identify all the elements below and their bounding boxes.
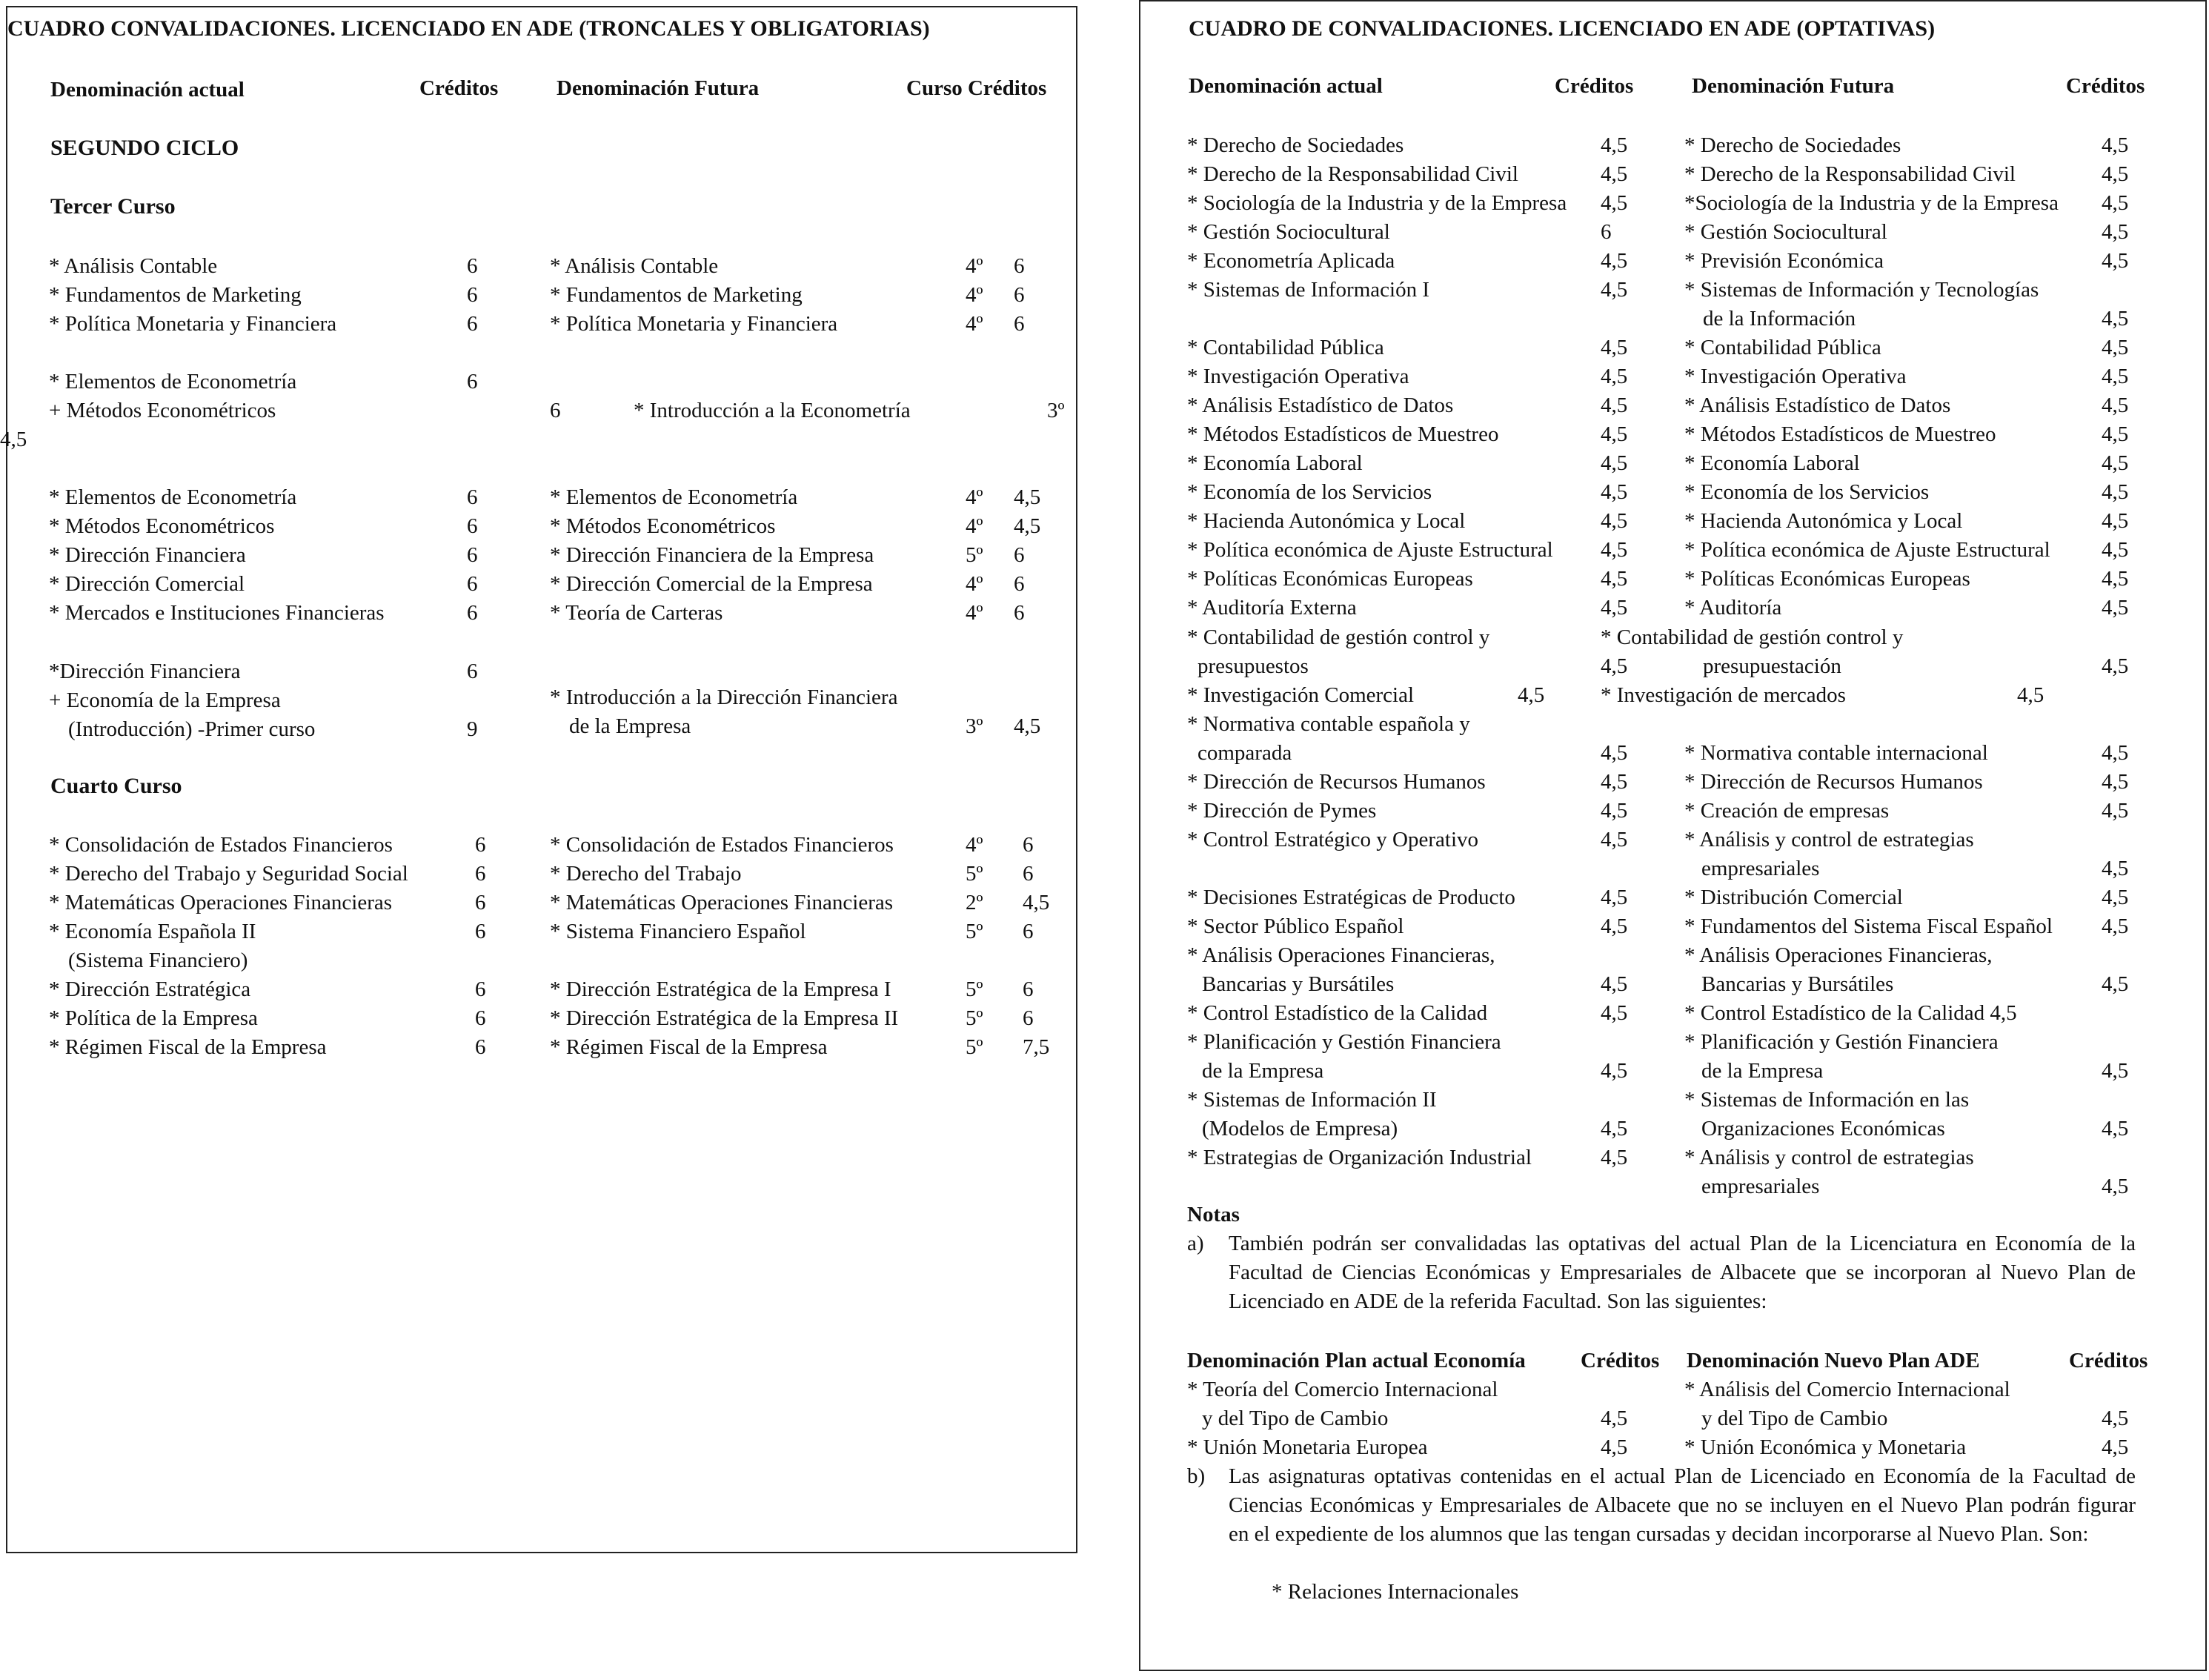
right-row-fcred: 4,5: [2102, 770, 2129, 794]
right-row-actual: * Gestión Sociocultural: [1187, 220, 1390, 244]
right-row-cred: 4,5: [1601, 538, 1628, 562]
left-header-curso-creditos: Curso Créditos: [906, 76, 1047, 100]
right-row-futura: * Economía de los Servicios: [1684, 480, 1930, 504]
left-row-actual: * Política Monetaria y Financiera: [49, 312, 337, 336]
right-row-actual: * Control Estratégico y Operativo: [1187, 828, 1479, 851]
left-row-actual: * Régimen Fiscal de la Empresa: [49, 1035, 327, 1059]
left-row-futura: * Régimen Fiscal de la Empresa: [550, 1035, 828, 1059]
right-row-futura: * Hacienda Autonómica y Local: [1684, 509, 1963, 533]
left-row-curso: 4º: [966, 485, 983, 509]
left-row-curso: 5º: [966, 1006, 983, 1030]
right-row-cred: 4,5: [1601, 336, 1628, 359]
left-row-futura: * Dirección Comercial de la Empresa: [550, 572, 873, 596]
left-header-creditos: Créditos: [419, 76, 499, 100]
right-row-fcred: 4,5: [2102, 1175, 2129, 1198]
right-row-actual: * Economía Laboral: [1187, 451, 1363, 475]
fin-group-cred-1: 6: [467, 660, 478, 683]
right-row-cred: 4,5: [1601, 914, 1628, 938]
left-row-curso: 5º: [966, 920, 983, 943]
right-row-futura: * Auditoría: [1684, 596, 1782, 620]
right-row-futura: empresariales: [1701, 1175, 1820, 1198]
right-row-actual: Bancarias y Bursátiles: [1202, 972, 1395, 996]
right-row-futura: * Previsión Económica: [1684, 249, 1884, 273]
left-row-cred: 6: [475, 833, 486, 857]
right-row-fcred: 4,5: [2102, 914, 2129, 938]
left-row-curso: 5º: [966, 862, 983, 886]
right-row-actual: de la Empresa: [1202, 1059, 1324, 1083]
right-row-fcred: 4,5: [2102, 596, 2129, 620]
normativa-cred-2: 4,5: [1601, 741, 1628, 765]
right-row-actual: * Estrategias de Organización Industrial: [1187, 1146, 1532, 1169]
fin-group-actual-1: *Dirección Financiera: [49, 660, 241, 683]
normativa-actual-1: * Normativa contable española y: [1187, 712, 1470, 736]
left-row-actual: * Dirección Comercial: [49, 572, 245, 596]
right-row-futura: * Políticas Económicas Europeas: [1684, 567, 1970, 591]
note-b-text: Las asignaturas optativas contenidas en el actual Plan de Licenciado en Economía de la Facultad de Ciencias Económicas y Empresariales de Albacete que no se incluyen en el Nuevo Plan podrán figurar en el expediente de los alumnos que las tengan cursadas y decidan incorporarse al Nuevo Plan. Son:: [1229, 1464, 2136, 1546]
right-row-actual: * Decisiones Estratégicas de Producto: [1187, 886, 1515, 909]
table2-header-creditos: Créditos: [1581, 1349, 1660, 1372]
right-row-actual: * Métodos Estadísticos de Muestreo: [1187, 422, 1499, 446]
right-row-cred: 4,5: [1601, 480, 1628, 504]
right-row-futura: * Planificación y Gestión Financiera: [1684, 1030, 1999, 1054]
right-row-futura: * Contabilidad Pública: [1684, 336, 1881, 359]
left-row-futura: * Política Monetaria y Financiera: [550, 312, 838, 336]
right-row-cred: 4,5: [1601, 567, 1628, 591]
left-row-fcred: 6: [1023, 862, 1034, 886]
left-row-futura: * Consolidación de Estados Financieros: [550, 833, 894, 857]
table2-row-cred: 4,5: [1601, 1407, 1628, 1430]
left-title: CUADRO CONVALIDACIONES. LICENCIADO EN ADE (TRONCALES Y OBLIGATORIAS): [7, 16, 930, 41]
left-row-fcred: 6: [1014, 312, 1025, 336]
right-row-futura: * Dirección de Recursos Humanos: [1684, 770, 1983, 794]
right-row-fcred: 4,5: [2102, 799, 2129, 823]
table2-header-ncreditos: Créditos: [2069, 1349, 2148, 1372]
invest-cred: 4,5: [1518, 683, 1545, 707]
right-row-fcred: 4,5: [2102, 886, 2129, 909]
right-row-fcred: 4,5: [2102, 567, 2129, 591]
left-row-cred: 6: [475, 862, 486, 886]
left-row-curso: 4º: [966, 601, 983, 625]
right-row-actual: * Análisis Operaciones Financieras,: [1187, 943, 1495, 967]
left-row-fcred: 6: [1014, 283, 1025, 307]
contab-cred-2: 4,5: [1601, 654, 1628, 678]
table2-row-cred: 4,5: [1601, 1435, 1628, 1459]
left-row-futura: * Análisis Contable: [550, 254, 719, 278]
right-row-cred: 4,5: [1601, 249, 1628, 273]
right-row-fcred: 4,5: [2102, 972, 2129, 996]
right-row-futura: * Política económica de Ajuste Estructural: [1684, 538, 2050, 562]
left-row-futura: * Métodos Econométricos: [550, 514, 776, 538]
right-row-actual: * Derecho de Sociedades: [1187, 133, 1404, 157]
left-row-cred: 6: [467, 485, 478, 509]
left-row-cred: 6: [475, 920, 486, 943]
contab-futura-1: * Contabilidad de gestión control y: [1601, 625, 1904, 649]
right-row-cred: 4,5: [1601, 799, 1628, 823]
fin-group-actual-3: (Introducción) -Primer curso: [68, 717, 316, 741]
left-row-actual: * Consolidación de Estados Financieros: [49, 833, 393, 857]
right-row-cred: 4,5: [1601, 1059, 1628, 1083]
right-row-fcred: 4,5: [2102, 191, 2129, 215]
left-row-fcred: 4,5: [1014, 514, 1041, 538]
right-row-cred: 4,5: [1601, 509, 1628, 533]
left-row-actual: * Mercados e Instituciones Financieras: [49, 601, 385, 625]
left-row-futura: * Dirección Estratégica de la Empresa II: [550, 1006, 899, 1030]
right-row-fcred: 4,5: [2102, 1117, 2129, 1141]
econ-group-curso: 3º: [1047, 399, 1065, 422]
right-row-cred: 4,5: [1601, 422, 1628, 446]
left-row-fcred: 6: [1023, 977, 1034, 1001]
right-row-futura: * Economía Laboral: [1684, 451, 1860, 475]
right-row-actual: * Economía de los Servicios: [1187, 480, 1432, 504]
right-row-actual: * Control Estadístico de la Calidad: [1187, 1001, 1488, 1025]
right-row-cred: 4,5: [1601, 886, 1628, 909]
right-row-futura: Bancarias y Bursátiles: [1701, 972, 1894, 996]
econ-group-actual-2: + Métodos Econométricos: [49, 399, 276, 422]
left-row-cred: 6: [475, 891, 486, 914]
fin-group-futura-2: de la Empresa: [569, 714, 691, 738]
right-row-actual: * Políticas Económicas Europeas: [1187, 567, 1473, 591]
right-row-cred: 4,5: [1601, 972, 1628, 996]
left-row-fcred: 6: [1014, 543, 1025, 567]
right-title: CUADRO DE CONVALIDACIONES. LICENCIADO EN ADE (OPTATIVAS): [1189, 16, 1936, 41]
right-row-futura: * Análisis Operaciones Financieras,: [1684, 943, 1993, 967]
left-row-actual: * Matemáticas Operaciones Financieras: [49, 891, 393, 914]
right-row-cred: 4,5: [1601, 1001, 1628, 1025]
right-row-futura: * Fundamentos del Sistema Fiscal Español: [1684, 914, 2053, 938]
table2-row-nuevo: * Análisis del Comercio Internacional: [1684, 1378, 2010, 1401]
section-tercer-curso: Tercer Curso: [50, 194, 176, 219]
left-row-fcred: 6: [1014, 601, 1025, 625]
right-header-futura: Denominación Futura: [1692, 74, 1895, 98]
contab-actual-1: * Contabilidad de gestión control y: [1187, 625, 1490, 649]
left-row-futura: * Teoría de Carteras: [550, 601, 723, 625]
left-row-cred: 6: [467, 514, 478, 538]
right-row-futura: * Gestión Sociocultural: [1684, 220, 1887, 244]
right-row-futura: * Investigación Operativa: [1684, 365, 1907, 388]
left-row-actual: * Política de la Empresa: [49, 1006, 258, 1030]
table2-row-actual: * Unión Monetaria Europea: [1187, 1435, 1428, 1459]
left-row-curso: 2º: [966, 891, 983, 914]
right-row-cred: 4,5: [1601, 278, 1628, 302]
right-row-cred: 4,5: [1601, 451, 1628, 475]
contab-futura-2: presupuestación: [1703, 654, 1841, 678]
fin-group-cred-3: 9: [467, 717, 478, 741]
fin-group-curso: 3º: [966, 714, 983, 738]
right-row-futura: de la Empresa: [1701, 1059, 1824, 1083]
right-row-futura: * Control Estadístico de la Calidad 4,5: [1684, 1001, 2017, 1025]
right-row-futura: * Métodos Estadísticos de Muestreo: [1684, 422, 1996, 446]
right-row-actual: * Derecho de la Responsabilidad Civil: [1187, 162, 1518, 186]
left-header-futura: Denominación Futura: [557, 76, 760, 100]
left-row-fcred: 6: [1014, 572, 1025, 596]
right-row-fcred: 4,5: [2102, 307, 2129, 331]
left-row-fcred: 7,5: [1023, 1035, 1050, 1059]
note-a-text: También podrán ser convalidadas las optativas del actual Plan de la Licenciatura en Economía de la Facultad de Ciencias Económicas y Empresariales de Albacete que se incorporan al Nuevo Plan de Licenciado en ADE de la referida Facultad. Son las siguientes:: [1229, 1232, 2136, 1313]
left-row-futura: * Elementos de Econometría: [550, 485, 798, 509]
right-row-fcred: 4,5: [2102, 480, 2129, 504]
left-row-fcred: 6: [1023, 833, 1034, 857]
right-row-futura: * Distribución Comercial: [1684, 886, 1903, 909]
left-row-cred: 6: [467, 312, 478, 336]
right-row-actual: * Política económica de Ajuste Estructural: [1187, 538, 1553, 562]
fin-group-actual-2: + Economía de la Empresa: [49, 688, 281, 712]
normativa-fcred-2: 4,5: [2102, 741, 2129, 765]
econ-group-futura: * Introducción a la Econometría: [634, 399, 911, 422]
right-row-futura: * Análisis y control de estrategias: [1684, 1146, 1974, 1169]
right-row-actual: * Planificación y Gestión Financiera: [1187, 1030, 1501, 1054]
left-row-curso: 4º: [966, 514, 983, 538]
left-row-curso: 4º: [966, 572, 983, 596]
left-row-futura: * Matemáticas Operaciones Financieras: [550, 891, 894, 914]
invest-actual: * Investigación Comercial: [1187, 683, 1415, 707]
left-row-cred: 6: [475, 977, 486, 1001]
left-row-actual: * Derecho del Trabajo y Seguridad Social: [49, 862, 408, 886]
right-row-fcred: 4,5: [2102, 422, 2129, 446]
table2-row-nuevo: y del Tipo de Cambio: [1701, 1407, 1888, 1430]
left-row-cred: 6: [467, 283, 478, 307]
right-row-futura: * Análisis Estadístico de Datos: [1684, 394, 1951, 417]
econ-group-cred-2: 6: [550, 399, 561, 422]
right-row-cred: 4,5: [1601, 365, 1628, 388]
left-row-futura: * Dirección Financiera de la Empresa: [550, 543, 874, 567]
left-row-fcred: 4,5: [1023, 891, 1050, 914]
right-row-cred: 4,5: [1601, 162, 1628, 186]
right-row-fcred: 4,5: [2102, 394, 2129, 417]
normativa-futura-2: * Normativa contable internacional: [1684, 741, 1988, 765]
right-row-cred: 4,5: [1601, 1117, 1628, 1141]
table2-row-nuevo: * Unión Económica y Monetaria: [1684, 1435, 1967, 1459]
right-row-fcred: 4,5: [2102, 365, 2129, 388]
left-row-cred: 6: [467, 254, 478, 278]
table2-header-nuevo: Denominación Nuevo Plan ADE: [1687, 1349, 1980, 1372]
table2-row-actual: y del Tipo de Cambio: [1202, 1407, 1389, 1430]
left-row-curso: 4º: [966, 312, 983, 336]
left-row-actual: (Sistema Financiero): [68, 949, 248, 972]
left-row-actual: * Dirección Financiera: [49, 543, 246, 567]
table2-row-ncred: 4,5: [2102, 1407, 2129, 1430]
left-row-actual: * Dirección Estratégica: [49, 977, 251, 1001]
right-row-futura: * Análisis y control de estrategias: [1684, 828, 1974, 851]
section-segundo-ciclo: SEGUNDO CICLO: [50, 136, 239, 160]
right-row-futura: * Derecho de la Responsabilidad Civil: [1684, 162, 2016, 186]
right-row-fcred: 4,5: [2102, 162, 2129, 186]
right-row-actual: (Modelos de Empresa): [1202, 1117, 1398, 1141]
left-row-futura: * Sistema Financiero Español: [550, 920, 806, 943]
contab-fcred-2: 4,5: [2102, 654, 2129, 678]
left-row-cred: 6: [475, 1006, 486, 1030]
right-row-actual: * Contabilidad Pública: [1187, 336, 1384, 359]
left-row-cred: 6: [467, 572, 478, 596]
right-row-actual: * Dirección de Pymes: [1187, 799, 1377, 823]
econ-group-fcred: 4,5: [0, 428, 27, 451]
left-row-actual: * Elementos de Econometría: [49, 485, 297, 509]
left-row-fcred: 6: [1014, 254, 1025, 278]
left-row-fcred: 6: [1023, 1006, 1034, 1030]
right-row-actual: * Hacienda Autonómica y Local: [1187, 509, 1466, 533]
right-row-futura: * Creación de empresas: [1684, 799, 1890, 823]
right-row-fcred: 4,5: [2102, 336, 2129, 359]
fin-group-futura-1: * Introducción a la Dirección Financiera: [550, 685, 898, 709]
left-row-curso: 4º: [966, 283, 983, 307]
right-row-fcred: 4,5: [2102, 538, 2129, 562]
left-row-curso: 5º: [966, 977, 983, 1001]
left-row-futura: * Derecho del Trabajo: [550, 862, 742, 886]
econ-group-cred-1: 6: [467, 370, 478, 394]
right-row-fcred: 4,5: [2102, 133, 2129, 157]
left-row-actual: * Métodos Econométricos: [49, 514, 275, 538]
right-row-actual: * Sistemas de Información II: [1187, 1088, 1437, 1112]
right-row-actual: * Dirección de Recursos Humanos: [1187, 770, 1486, 794]
right-row-futura: * Derecho de Sociedades: [1684, 133, 1901, 157]
section-cuarto-curso: Cuarto Curso: [50, 774, 182, 798]
notas-title: Notas: [1187, 1203, 1240, 1226]
right-header-fcreditos: Créditos: [2066, 74, 2145, 98]
right-row-actual: * Análisis Estadístico de Datos: [1187, 394, 1454, 417]
left-row-curso: 5º: [966, 1035, 983, 1059]
right-row-fcred: 4,5: [2102, 451, 2129, 475]
note-b-item: * Relaciones Internacionales: [1272, 1580, 1519, 1604]
table2-row-ncred: 4,5: [2102, 1435, 2129, 1459]
right-row-actual: * Sociología de la Industria y de la Empresa: [1187, 191, 1567, 215]
right-row-futura: Organizaciones Económicas: [1701, 1117, 1945, 1141]
right-row-futura: empresariales: [1701, 857, 1820, 880]
left-row-curso: 4º: [966, 254, 983, 278]
right-row-cred: 4,5: [1601, 1146, 1628, 1169]
table2-row-actual: * Teoría del Comercio Internacional: [1187, 1378, 1498, 1401]
right-row-actual: * Sector Público Español: [1187, 914, 1404, 938]
left-row-cred: 6: [475, 1035, 486, 1059]
left-row-actual: * Análisis Contable: [49, 254, 218, 278]
left-row-actual: * Economía Española II: [49, 920, 256, 943]
right-row-fcred: 4,5: [2102, 220, 2129, 244]
right-row-cred: 4,5: [1601, 596, 1628, 620]
right-header-creditos: Créditos: [1555, 74, 1634, 98]
right-row-futura: * Sistemas de Información en las: [1684, 1088, 1970, 1112]
left-row-fcred: 6: [1023, 920, 1034, 943]
right-row-cred: 6: [1601, 220, 1612, 244]
right-row-fcred: 4,5: [2102, 857, 2129, 880]
right-row-actual: * Econometría Aplicada: [1187, 249, 1395, 273]
normativa-actual-2: comparada: [1197, 741, 1292, 765]
right-header-actual: Denominación actual: [1189, 74, 1383, 98]
right-row-cred: 4,5: [1601, 828, 1628, 851]
contab-actual-2: presupuestos: [1197, 654, 1309, 678]
right-row-cred: 4,5: [1601, 394, 1628, 417]
right-row-futura: *Sociología de la Industria y de la Empresa: [1684, 191, 2059, 215]
right-row-fcred: 4,5: [2102, 249, 2129, 273]
left-row-curso: 4º: [966, 833, 983, 857]
invest-futura: * Investigación de mercados: [1601, 683, 1846, 707]
invest-fcred: 4,5: [2017, 683, 2044, 707]
right-row-actual: * Auditoría Externa: [1187, 596, 1357, 620]
left-row-cred: 6: [467, 543, 478, 567]
left-row-futura: * Fundamentos de Marketing: [550, 283, 803, 307]
fin-group-fcred: 4,5: [1014, 714, 1041, 738]
right-row-cred: 4,5: [1601, 191, 1628, 215]
right-row-fcred: 4,5: [2102, 509, 2129, 533]
left-row-curso: 5º: [966, 543, 983, 567]
right-row-fcred: 4,5: [2102, 1059, 2129, 1083]
econ-group-actual-1: * Elementos de Econometría: [49, 370, 297, 394]
right-row-futura: * Sistemas de Información y Tecnologías: [1684, 278, 2039, 302]
note-a-label: a): [1187, 1232, 1204, 1255]
right-row-actual: * Investigación Operativa: [1187, 365, 1409, 388]
right-row-cred: 4,5: [1601, 770, 1628, 794]
left-row-cred: 6: [467, 601, 478, 625]
left-row-fcred: 4,5: [1014, 485, 1041, 509]
left-row-actual: * Fundamentos de Marketing: [49, 283, 302, 307]
note-b-label: b): [1187, 1464, 1206, 1488]
table2-header-actual: Denominación Plan actual Economía: [1187, 1349, 1526, 1372]
right-row-actual: * Sistemas de Información I: [1187, 278, 1429, 302]
right-row-cred: 4,5: [1601, 133, 1628, 157]
right-row-futura: de la Información: [1703, 307, 1856, 331]
left-header-actual: Denominación actual: [50, 78, 245, 102]
left-row-futura: * Dirección Estratégica de la Empresa I: [550, 977, 891, 1001]
